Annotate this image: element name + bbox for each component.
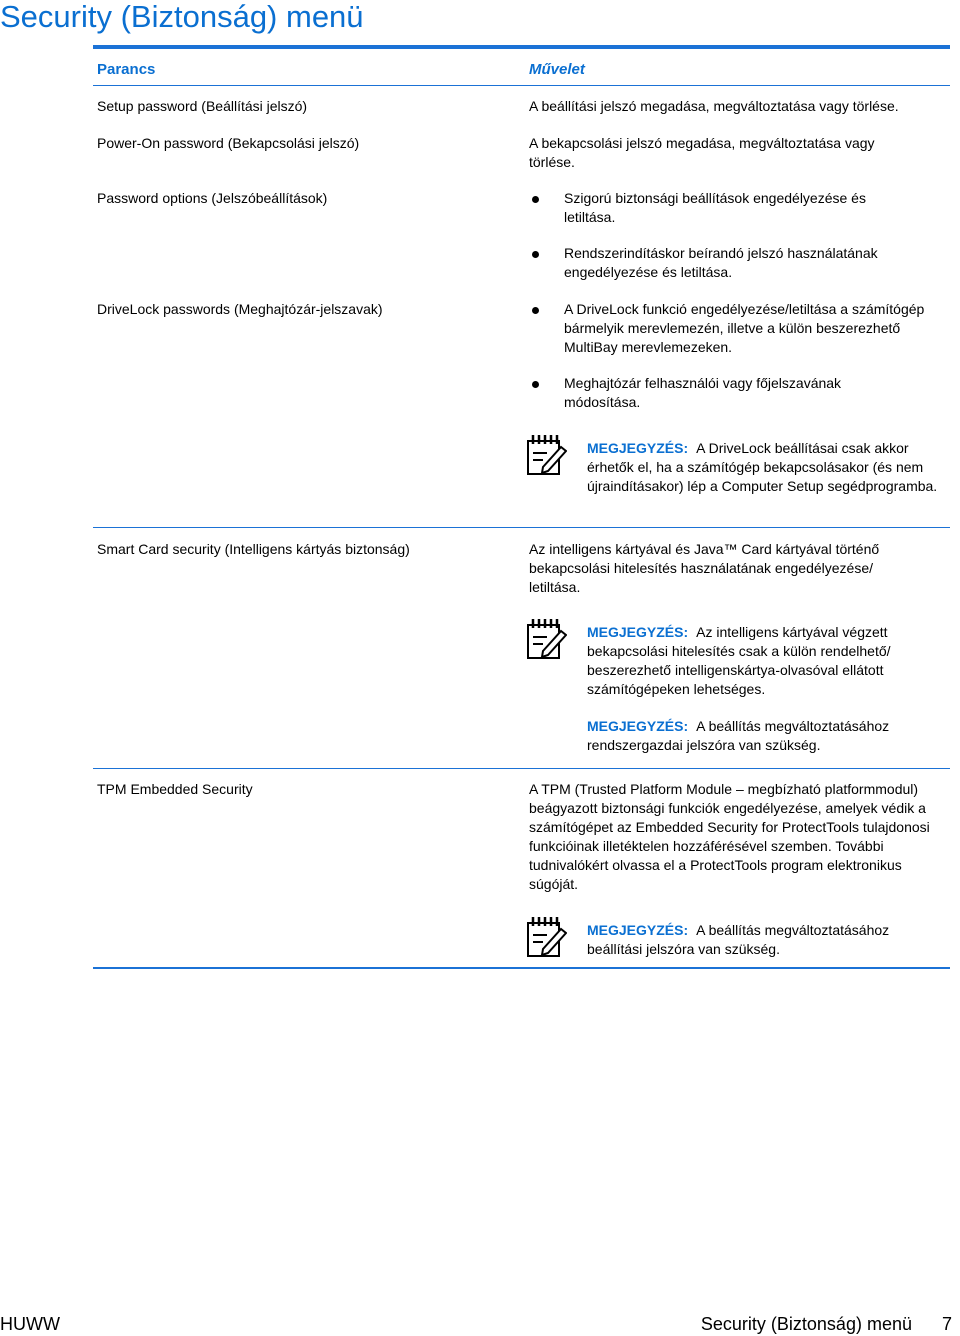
page-title: Security (Biztonság) menü: [0, 0, 364, 34]
row-password-options-label: Password options (Jelszóbeállítások): [97, 190, 328, 206]
footer-section-title: Security (Biztonság) menü: [700, 1314, 912, 1334]
row-tpm-action: A TPM (Trusted Platform Module – megbízható platformmodul) beágyazott biztonsági funkciók engedélyezése, amelyek védik a számítógépet az Embedded Security for ProtectTools tulajdonosi funkcióinak illetéktelen hozzáférésével szemben. További tudnivalókért olvassa el a ProtectTools program elektronikus súgóját.: [529, 781, 930, 892]
password-options-bullet-1: Szigorú biztonsági beállítások engedélyezése és letiltása.: [564, 190, 866, 225]
note-label: MEGJEGYZÉS:: [587, 922, 689, 938]
title-rule: [93, 45, 950, 49]
row-divider: [93, 768, 950, 769]
column-header-action: Művelet: [529, 61, 585, 78]
password-options-bullet-2: Rendszerindításkor beírandó jelszó használatának engedélyezése és letiltása.: [564, 245, 878, 280]
note-pad-pencil-icon: [525, 617, 567, 661]
note-text: A beállítás megváltoztatásához beállítási jelszóra van szükség.: [587, 922, 890, 957]
row-setup-password-label: Setup password (Beállítási jelszó): [97, 98, 308, 114]
note-label: MEGJEGYZÉS:: [587, 624, 689, 640]
note-text: A beállítás megváltoztatásához rendszergazdai jelszóra van szükség.: [587, 718, 890, 753]
row-divider: [93, 527, 950, 528]
smartcard-note-2: [587, 717, 932, 755]
column-header-command: Parancs: [97, 61, 156, 78]
bullet-icon: [532, 196, 539, 203]
note-text: A DriveLock beállításai csak akkor érhetők el, ha a számítógép bekapcsolásakor (és nem újraindításakor) lép a Computer Setup segédprogramba.: [587, 440, 938, 494]
drivelock-note: [587, 439, 957, 496]
row-smartcard-action: Az intelligens kártyával és Java™ Card kártyával történő bekapcsolási hitelesítés használatának engedélyezése/ letiltása.: [529, 541, 880, 595]
note-label: MEGJEGYZÉS:: [587, 718, 689, 734]
page-number: 7: [941, 1314, 952, 1334]
row-smartcard-label: Smart Card security (Intelligens kártyás biztonság): [97, 541, 410, 557]
note-text: Az intelligens kártyával végzett bekapcsolási hitelesítés csak a külön rendelhető/ beszerezhető intelligenskártya-olvasóval ellátott számítógépeken lehetséges.: [587, 624, 891, 697]
row-drivelock-label: DriveLock passwords (Meghajtózár-jelszavak): [97, 301, 383, 317]
row-poweron-password-label: Power-On password (Bekapcsolási jelszó): [97, 135, 360, 151]
footer-section: [701, 1313, 952, 1335]
bullet-icon: [532, 307, 539, 314]
row-poweron-password-action: A bekapcsolási jelszó megadása, megváltoztatása vagy törlése.: [529, 135, 875, 170]
drivelock-bullet-2: Meghajtózár felhasználói vagy főjelszavának módosítása.: [564, 375, 842, 410]
footer-doc-code: HUWW: [0, 1314, 60, 1334]
note-label: MEGJEGYZÉS:: [587, 440, 689, 456]
note-pad-pencil-icon: [525, 915, 567, 959]
header-divider: [93, 85, 950, 86]
tpm-note: [587, 921, 937, 959]
bullet-icon: [532, 381, 539, 388]
row-setup-password-action: A beállítási jelszó megadása, megváltoztatása vagy törlése.: [529, 98, 899, 114]
note-pad-pencil-icon: [525, 433, 567, 477]
row-tpm-label: TPM Embedded Security: [97, 781, 253, 797]
smartcard-note-1: [587, 623, 932, 699]
table-bottom-rule: [93, 967, 950, 969]
drivelock-bullet-1: A DriveLock funkció engedélyezése/letiltása a számítógép bármelyik merevlemezén, illetve a külön beszerezhető MultiBay merevlemezeken.: [564, 301, 925, 355]
bullet-icon: [532, 251, 539, 258]
